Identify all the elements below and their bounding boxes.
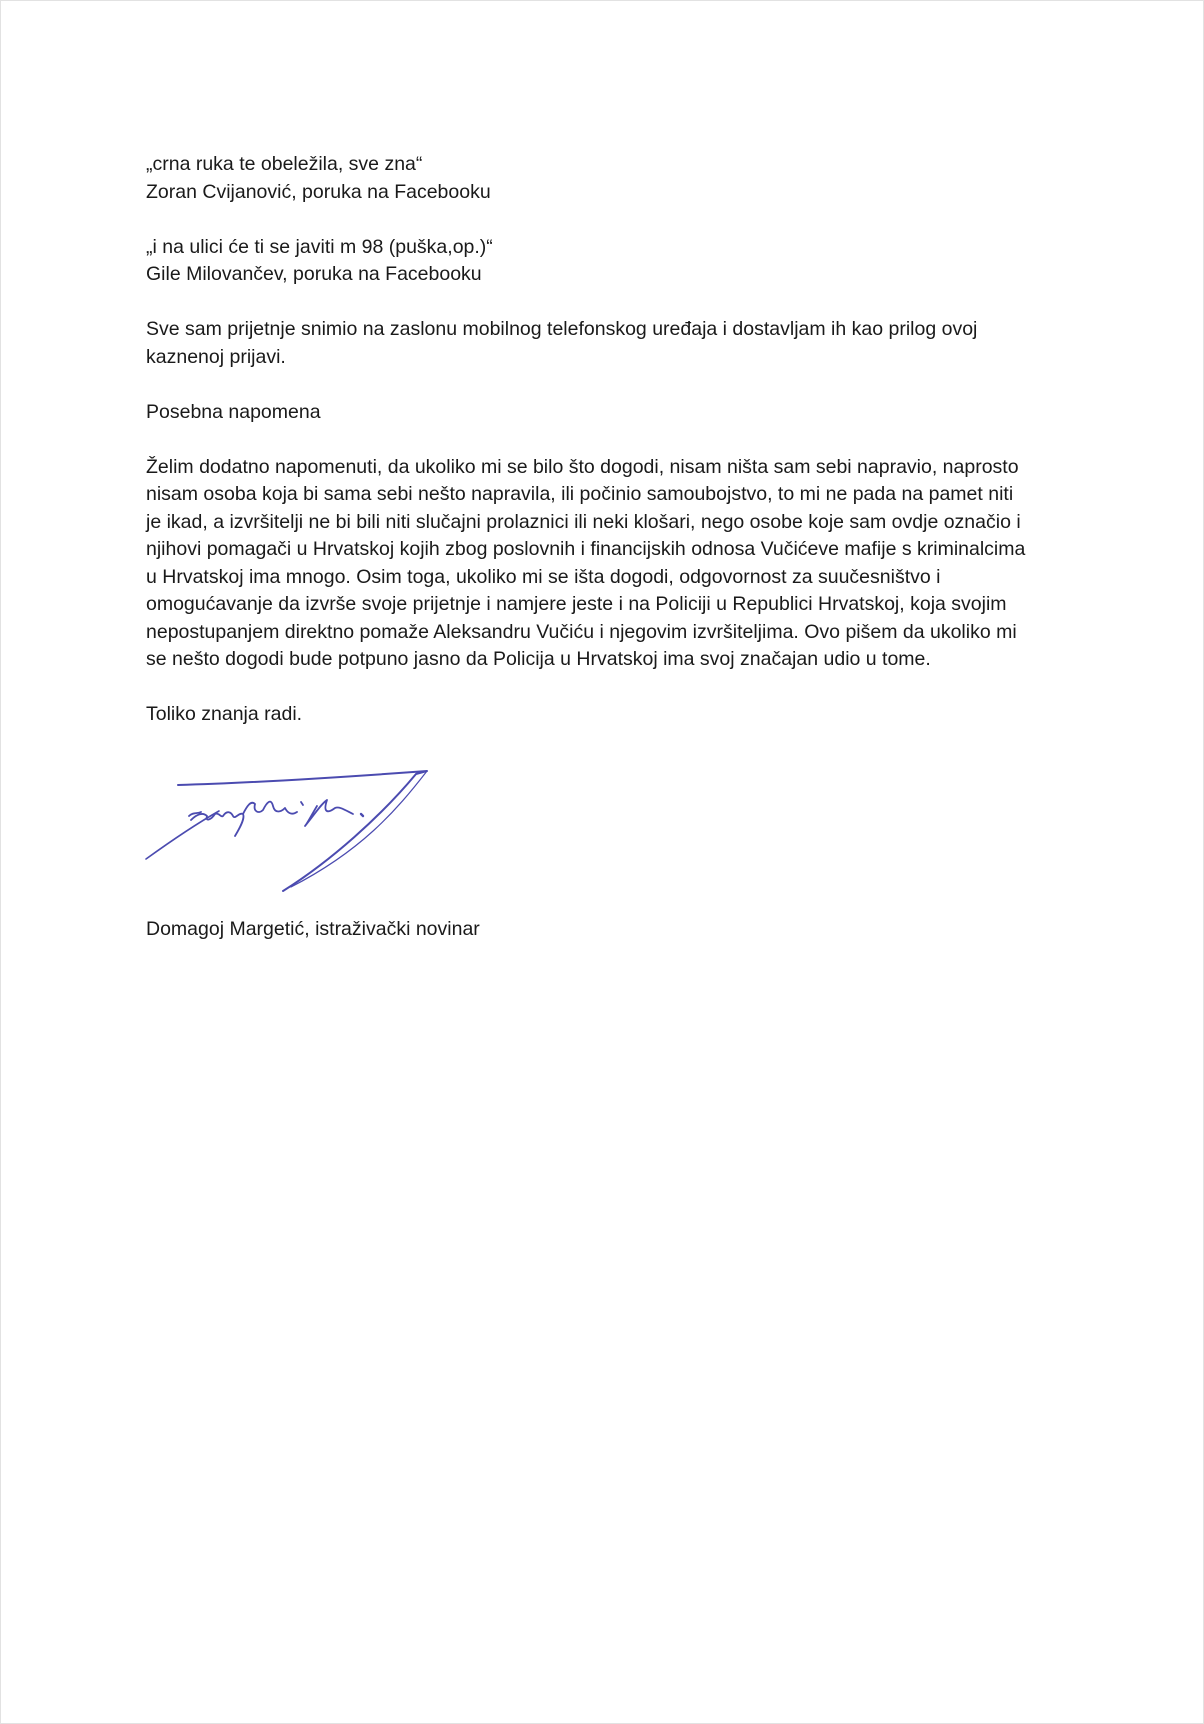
paragraph-line: se nešto dogodi bude potpuno jasno da Policija u Hrvatskoj ima svoj značajan udio u tome. bbox=[146, 648, 931, 670]
heading-text: Posebna napomena bbox=[146, 400, 321, 423]
paragraph-line: omogućavanje da izvrše svoje prijetnje i namjere jeste i na Policiji u Republici Hrvatskoj, koja svojim bbox=[146, 593, 1007, 615]
paragraph-line: nepostupanjem direktno pomaže Aleksandru Vučiću i njegovim izvršiteljima. Ovo pišem da ukoliko mi bbox=[146, 620, 1017, 643]
paragraph-line: Želim dodatno napomenuti, da ukoliko mi se bilo što dogodi, nisam ništa sam sebi napravio, naprosto bbox=[146, 455, 1019, 478]
signatory-name: Domagoj Margetić, istraživački novinar bbox=[146, 918, 480, 940]
quote-text: „i na ulici će ti se javiti m 98 (puška,op.)“ bbox=[146, 235, 493, 258]
closing-line bbox=[146, 701, 1076, 729]
paragraph-line: Sve sam prijetnje snimio na zaslonu mobilnog telefonskog uređaja i dostavljam ih kao prilog ovoj bbox=[146, 318, 978, 340]
paragraph-line: je ikad, a izvršitelji ne bi bili niti slučajni prolaznici ili neki klošari, nego osobe koje sam ovdje označio i bbox=[146, 510, 1021, 533]
quote-source: Gile Milovančev, poruka na Facebooku bbox=[146, 263, 482, 285]
quote-1 bbox=[146, 151, 1076, 206]
note-paragraph bbox=[146, 454, 1076, 674]
paragraph-line: kaznenoj prijavi. bbox=[146, 345, 286, 368]
signature-icon bbox=[131, 756, 451, 896]
handwritten-signature bbox=[131, 756, 451, 896]
paragraph-line: u Hrvatskoj ima mnogo. Osim toga, ukoliko mi se išta dogodi, odgovornost za suučesništvo i bbox=[146, 565, 941, 588]
paragraph-line: nisam osoba koja bi sama sebi nešto napravila, ili počinio samoubojstvo, to mi ne pada na pamet niti bbox=[146, 483, 1014, 505]
document-body bbox=[146, 151, 1076, 971]
closing-text: Toliko znanja radi. bbox=[146, 703, 303, 725]
quote-source: Zoran Cvijanović, poruka na Facebooku bbox=[146, 180, 491, 203]
evidence-paragraph bbox=[146, 316, 1076, 371]
quote-text: „crna ruka te obeležila, sve zna“ bbox=[146, 153, 423, 175]
quote-2 bbox=[146, 234, 1076, 289]
signatory bbox=[146, 916, 1076, 944]
paragraph-line: njihovi pomagači u Hrvatskoj kojih zbog poslovnih i financijskih odnosa Vučićeve mafije s kriminalcima bbox=[146, 538, 1026, 560]
note-heading bbox=[146, 399, 1076, 427]
